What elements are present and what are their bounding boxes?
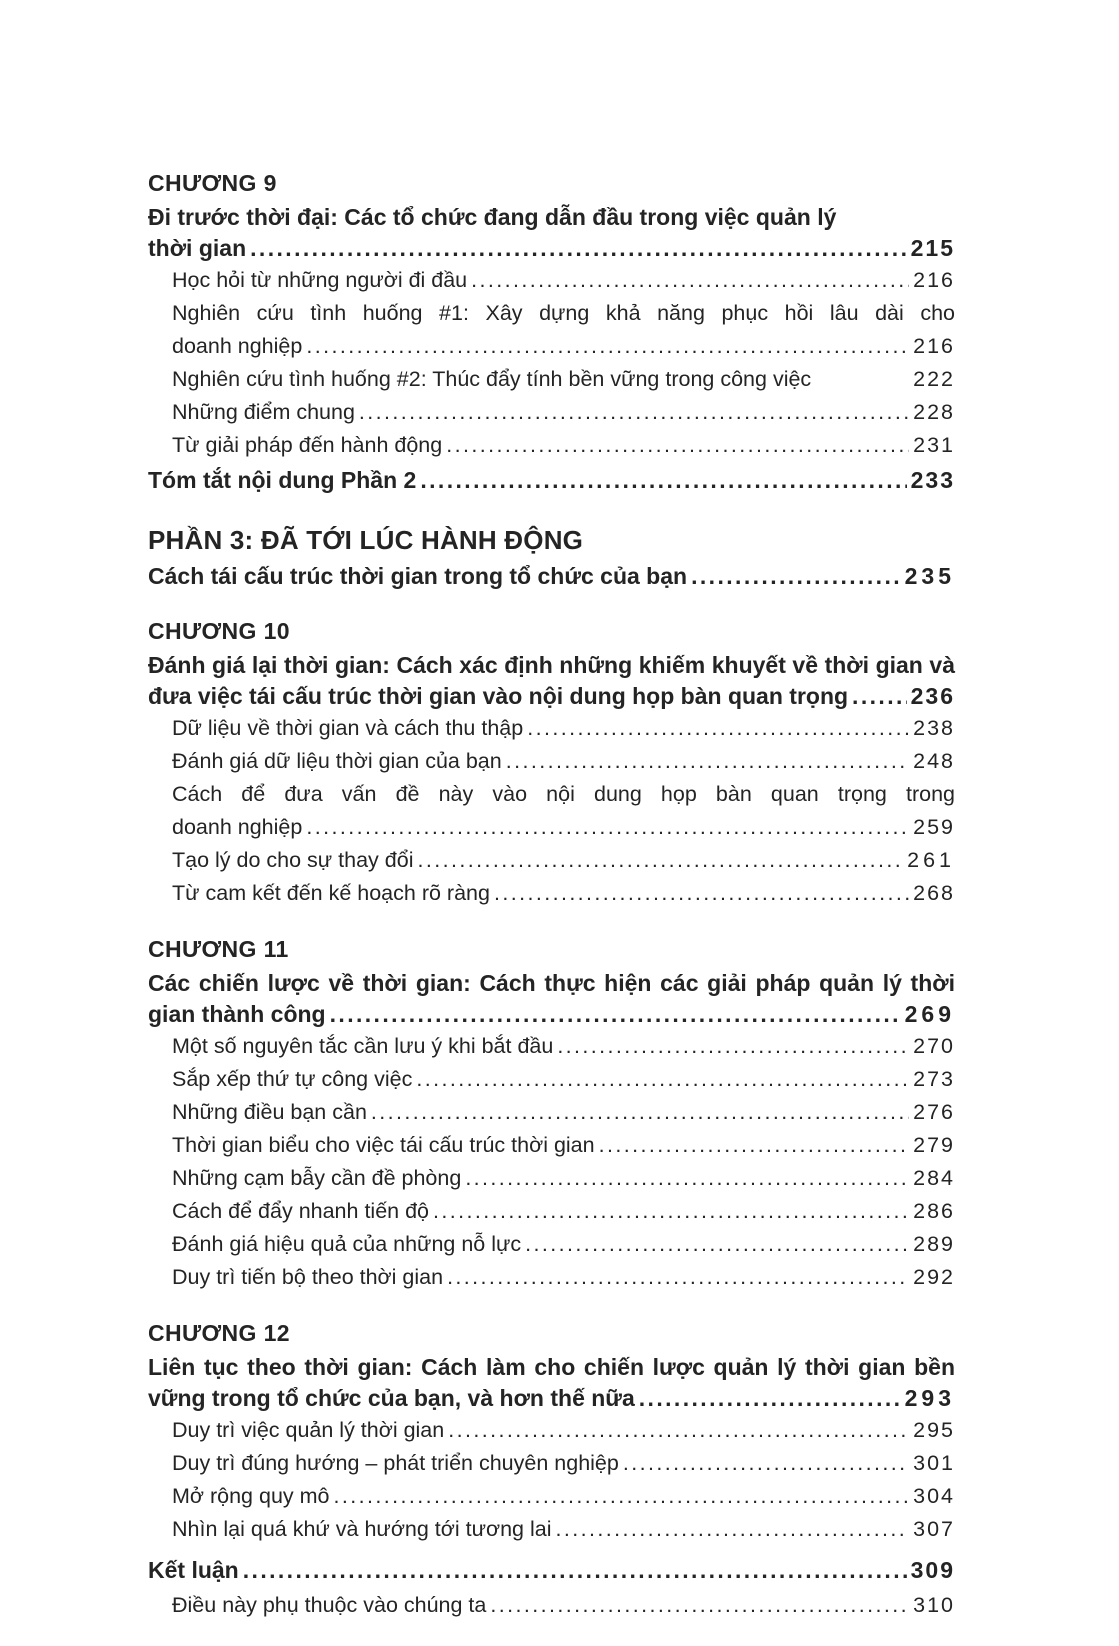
entry-page: 228 (913, 400, 955, 424)
entry-label-line2: doanh nghiệp (172, 334, 303, 358)
entry-page: 261 (907, 848, 955, 872)
dot-leader (448, 1414, 909, 1447)
dot-leader (446, 429, 909, 462)
toc-entry (148, 1030, 955, 1063)
entry-label: Sắp xếp thứ tự công việc (172, 1067, 413, 1091)
entry-label: Cách để đẩy nhanh tiến độ (172, 1199, 430, 1223)
dot-leader (556, 1513, 910, 1546)
dot-leader (306, 330, 909, 363)
chapter-11-label: CHƯƠNG 11 (148, 936, 289, 962)
entry-label: Duy trì tiến bộ theo thời gian (172, 1265, 444, 1289)
dot-leader (330, 999, 901, 1030)
entry-page: 286 (913, 1199, 955, 1223)
chapter-11-page: 269 (904, 1001, 955, 1027)
part-3-page: 235 (904, 563, 955, 589)
entry-page: 233 (910, 467, 955, 493)
entry-label-line2: doanh nghiệp (172, 815, 303, 839)
dot-leader (691, 561, 901, 592)
section-chapter-10 (148, 616, 955, 910)
chapter-12-title-line1: Liên tục theo thời gian: Cách làm cho chiến lược quản lý thời gian bền (148, 1354, 955, 1380)
toc-entry (148, 844, 955, 877)
dot-leader (557, 1030, 909, 1063)
toc-entry (148, 264, 955, 297)
toc-entry (148, 1589, 955, 1622)
entry-label: Duy trì đúng hướng – phát triển chuyên nghiệp (172, 1451, 619, 1475)
dot-leader (465, 1162, 909, 1195)
entry-label: Tóm tắt nội dung Phần 2 (148, 467, 417, 493)
chapter-9-title (148, 202, 955, 264)
entry-page: 304 (913, 1484, 955, 1508)
entry-label: Những điều bạn cần (172, 1100, 367, 1124)
chapter-10-title-line1: Đánh giá lại thời gian: Cách xác định những khiếm khuyết về thời gian và (148, 652, 955, 678)
toc-entry (148, 1228, 955, 1261)
section-conclusion (148, 1552, 955, 1622)
entry-label: Dữ liệu về thời gian và cách thu thập (172, 716, 524, 740)
toc-entry (148, 363, 955, 396)
entry-label: Đánh giá dữ liệu thời gian của bạn (172, 749, 502, 773)
dot-leader (420, 462, 906, 499)
toc-entry (148, 1195, 955, 1228)
entry-page: 238 (913, 716, 955, 740)
part-3-heading: PHẦN 3: ĐÃ TỚI LÚC HÀNH ĐỘNG (148, 525, 584, 555)
entry-label: Kết luận (148, 1557, 239, 1583)
toc-entry (148, 1447, 955, 1480)
dot-leader (525, 1228, 909, 1261)
entry-page: 216 (913, 334, 955, 358)
toc-entry (148, 778, 955, 844)
section-chapter-11 (148, 934, 955, 1294)
entry-page: 248 (913, 749, 955, 773)
toc-entry (148, 745, 955, 778)
entry-page: 307 (913, 1517, 955, 1541)
dot-leader (599, 1129, 910, 1162)
part-3-subtitle: Cách tái cấu trúc thời gian trong tổ chức của bạn (148, 563, 688, 589)
toc-entry (148, 1261, 955, 1294)
entry-label-line1: Cách để đưa vấn đề này vào nội dung họp bàn quan trọng trong (172, 782, 955, 806)
chapter-10-page: 236 (910, 683, 955, 709)
entry-page: 273 (913, 1067, 955, 1091)
toc-entry (148, 1129, 955, 1162)
toc-entry (148, 712, 955, 745)
entry-label: Những điểm chung (172, 400, 355, 424)
dot-leader (494, 877, 909, 910)
chapter-10-title-line2: đưa việc tái cấu trúc thời gian vào nội dung họp bàn quan trọng (148, 683, 849, 709)
dot-leader (623, 1447, 909, 1480)
chapter-12-title (148, 1352, 955, 1414)
chapter-12-page: 293 (904, 1385, 955, 1411)
dot-leader (447, 1261, 909, 1294)
entry-page: 279 (913, 1133, 955, 1157)
entry-page: 259 (913, 815, 955, 839)
dot-leader (490, 1589, 909, 1622)
dot-leader (433, 1195, 909, 1228)
toc-entry (148, 1480, 955, 1513)
entry-label-line1: Nghiên cứu tình huống #1: Xây dựng khả năng phục hồi lâu dài cho (172, 301, 955, 325)
entry-label: Điều này phụ thuộc vào chúng ta (172, 1593, 487, 1617)
toc-entry (148, 429, 955, 462)
table-of-contents (148, 168, 955, 1622)
section-chapter-9 (148, 168, 955, 499)
chapter-9-label: CHƯƠNG 9 (148, 170, 277, 196)
dot-leader (416, 1063, 909, 1096)
part2-summary-entry (148, 462, 955, 499)
dot-leader (506, 745, 909, 778)
entry-label: Nghiên cứu tình huống #2: Thúc đẩy tính bền vững trong công việc (172, 367, 812, 391)
entry-page: 310 (913, 1593, 955, 1617)
chapter-11-title (148, 968, 955, 1030)
dot-leader (243, 1552, 907, 1589)
section-part-3 (148, 523, 955, 592)
entry-label: Học hỏi từ những người đi đầu (172, 268, 468, 292)
dot-leader (250, 233, 907, 264)
chapter-10-label: CHƯƠNG 10 (148, 618, 290, 644)
dot-leader (471, 264, 909, 297)
entry-label: Từ giải pháp đến hành động (172, 433, 443, 457)
toc-entry (148, 1063, 955, 1096)
toc-entry (148, 297, 955, 363)
chapter-11-title-line1: Các chiến lược về thời gian: Cách thực hiện các giải pháp quản lý thời (148, 970, 955, 996)
dot-leader (417, 844, 903, 877)
part-3-subtitle-row (148, 561, 955, 592)
dot-leader (852, 681, 907, 712)
chapter-12-label: CHƯƠNG 12 (148, 1320, 290, 1346)
entry-label: Thời gian biểu cho việc tái cấu trúc thời gian (172, 1133, 595, 1157)
entry-page: 292 (913, 1265, 955, 1289)
entry-label: Tạo lý do cho sự thay đổi (172, 848, 414, 872)
entry-label: Nhìn lại quá khứ và hướng tới tương lai (172, 1517, 552, 1541)
chapter-9-title-line1: Đi trước thời đại: Các tổ chức đang dẫn đầu trong việc quản lý (148, 204, 837, 230)
entry-label: Mở rộng quy mô (172, 1484, 330, 1508)
dot-leader (639, 1383, 901, 1414)
dot-leader (306, 811, 909, 844)
chapter-11-title-line2: gian thành công (148, 1001, 326, 1027)
section-chapter-12 (148, 1318, 955, 1546)
toc-entry (148, 1162, 955, 1195)
toc-entry (148, 396, 955, 429)
toc-entry (148, 1414, 955, 1447)
chapter-12-title-line2: vững trong tổ chức của bạn, và hơn thế nữa (148, 1385, 635, 1411)
dot-leader (334, 1480, 910, 1513)
entry-page: 268 (913, 881, 955, 905)
dot-leader (371, 1096, 909, 1129)
entry-label: Một số nguyên tắc cần lưu ý khi bắt đầu (172, 1034, 554, 1058)
entry-page: 276 (913, 1100, 955, 1124)
dot-leader (359, 396, 909, 429)
entry-page: 270 (913, 1034, 955, 1058)
entry-label: Đánh giá hiệu quả của những nỗ lực (172, 1232, 522, 1256)
entry-page: 222 (913, 367, 955, 391)
conclusion-entry (148, 1552, 955, 1589)
dot-leader (527, 712, 909, 745)
toc-entry (148, 1096, 955, 1129)
entry-label: Những cạm bẫy cần đề phòng (172, 1166, 462, 1190)
entry-page: 289 (913, 1232, 955, 1256)
entry-page: 284 (913, 1166, 955, 1190)
chapter-10-title (148, 650, 955, 712)
chapter-9-title-line2: thời gian (148, 235, 247, 261)
entry-page: 309 (910, 1557, 955, 1583)
chapter-9-page: 215 (910, 235, 955, 261)
entry-page: 231 (913, 433, 955, 457)
entry-label: Duy trì việc quản lý thời gian (172, 1418, 445, 1442)
toc-entry (148, 877, 955, 910)
toc-entry (148, 1513, 955, 1546)
entry-page: 295 (913, 1418, 955, 1442)
entry-page: 216 (913, 268, 955, 292)
entry-label: Từ cam kết đến kế hoạch rõ ràng (172, 881, 490, 905)
entry-page: 301 (913, 1451, 955, 1475)
